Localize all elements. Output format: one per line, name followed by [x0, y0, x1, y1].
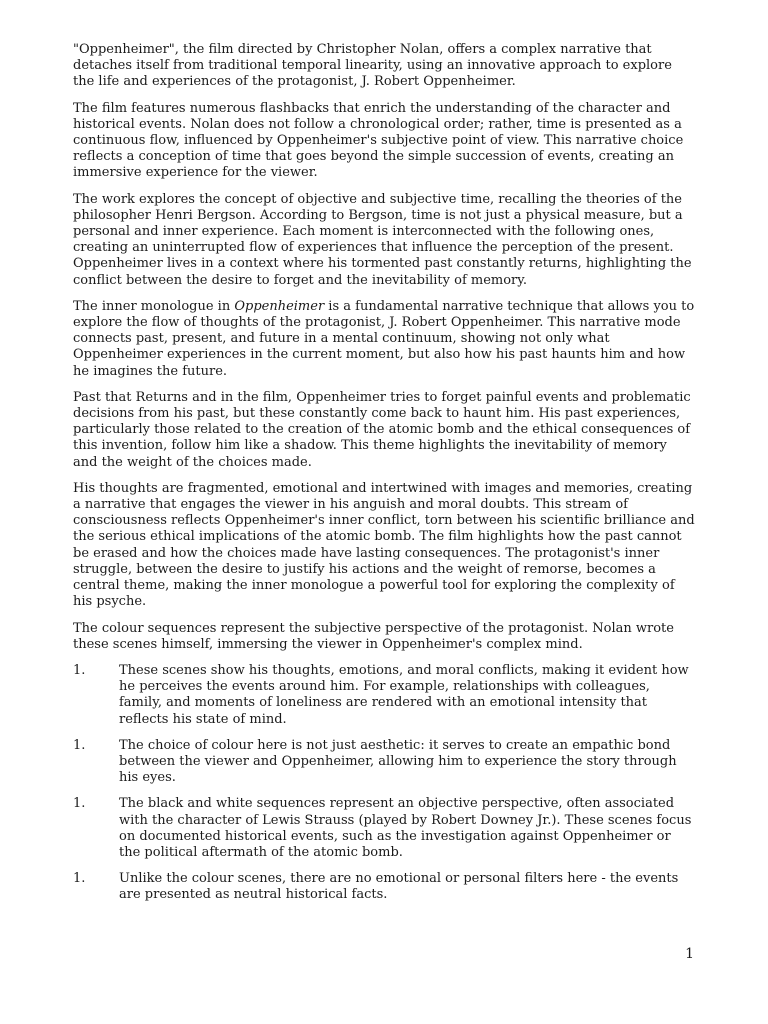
list-item-number: 1. — [73, 871, 86, 887]
paragraph-past-returns: Past that Returns and in the film, Oppenheimer tries to forget painful events and problematic decisions from his past, but these constantly come back to haunt him. His past experiences, particularly those related to the creation of the atomic bomb and the ethical consequences of this invention, follow him like a shadow. This theme highlights the inevitability of memory and the weight of the choices made. — [73, 389, 691, 470]
list-item-text: The black and white sequences represent an objective perspective, often associated with the character of Lewis Strauss (played by Robert Downey Jr.). These scenes focus on documented historical events, such as the investigation against Oppenheimer or the political aftermath of the atomic bomb. — [119, 796, 692, 860]
list-item-text: Unlike the colour scenes, there are no emotional or personal filters here - the events are presented as neutral historical facts. — [119, 871, 679, 903]
paragraph-thoughts: His thoughts are fragmented, emotional and intertwined with images and memories, creating a narrative that engages the viewer in his anguish and moral doubts. This stream of consciousness reflects Oppenheimer's inner conflict, torn between his scientific brilliance and the serious ethical implications of the atomic bomb. The film highlights how the past cannot be erased and how the choices made have lasting consequences. The protagonist's inner struggle, between the desire to justify his actions and the weight of remorse, becomes a central theme, making the inner monologue a powerful tool for exploring the complexity of his psyche. — [73, 480, 695, 610]
paragraph-inner-monologue-before: The inner monologue in — [73, 298, 235, 314]
paragraph-inner-monologue-after: is a fundamental narrative technique that allows you to explore the flow of thoughts of the protagonist, J. Robert Oppenheimer. This narrative mode connects past, present, and future in a mental continuum, showing not only what Oppenheimer experiences in the current moment, but also how his past haunts him and how he imagines the future. — [73, 298, 695, 379]
paragraph-intro: "Oppenheimer", the film directed by Christopher Nolan, offers a complex narrative that detaches itself from traditional temporal linearity, using an innovative approach to explore the life and experiences of the protagonist, J. Robert Oppenheimer. — [73, 42, 672, 90]
list-item-text: The choice of colour here is not just aesthetic: it serves to create an empathic bond between the viewer and Oppenheimer, allowing him to experience the story through his eyes. — [119, 737, 677, 786]
list-item-number: 1. — [73, 796, 86, 812]
numbered-list — [73, 663, 695, 904]
list-item-text: These scenes show his thoughts, emotions, and moral conflicts, making it evident how he perceives the events around him. For example, relationships with colleagues, family, and moments of loneliness are rendered with an emotional intensity that reflects his state of mind. — [119, 662, 689, 727]
document-page — [73, 42, 695, 914]
paragraph-flashbacks: The film features numerous flashbacks that enrich the understanding of the character and historical events. Nolan does not follow a chronological order; rather, time is presented as a continuous flow, influenced by Oppenheimer's subjective point of view. This narrative choice reflects a conception of time that goes beyond the simple succession of events, creating an immersive experience for the viewer. — [73, 100, 684, 181]
paragraph-inner-monologue — [73, 299, 695, 380]
list-item — [73, 738, 695, 787]
list-item-number: 1. — [73, 662, 86, 678]
list-item — [73, 871, 695, 903]
list-item — [73, 796, 695, 861]
paragraph-bergson: The work explores the concept of objective and subjective time, recalling the theories of the philosopher Henri Bergson. According to Bergson, time is not just a physical measure, but a personal and inner experience. Each moment is interconnected with the following ones, creating an uninterrupted flow of experiences that influence the perception of the present. Oppenheimer lives in a context where his tormented past constantly returns, highlighting the conflict between the desire to forget and the inevitability of memory. — [73, 191, 692, 288]
page-number: 1 — [685, 946, 694, 962]
list-item — [73, 663, 695, 728]
paragraph-colour-sequences: The colour sequences represent the subjective perspective of the protagonist. Nolan wrote these scenes himself, immersing the viewer in Oppenheimer's complex mind. — [73, 620, 674, 652]
film-title-italic: Oppenheimer — [234, 298, 325, 314]
list-item-number: 1. — [73, 737, 86, 753]
